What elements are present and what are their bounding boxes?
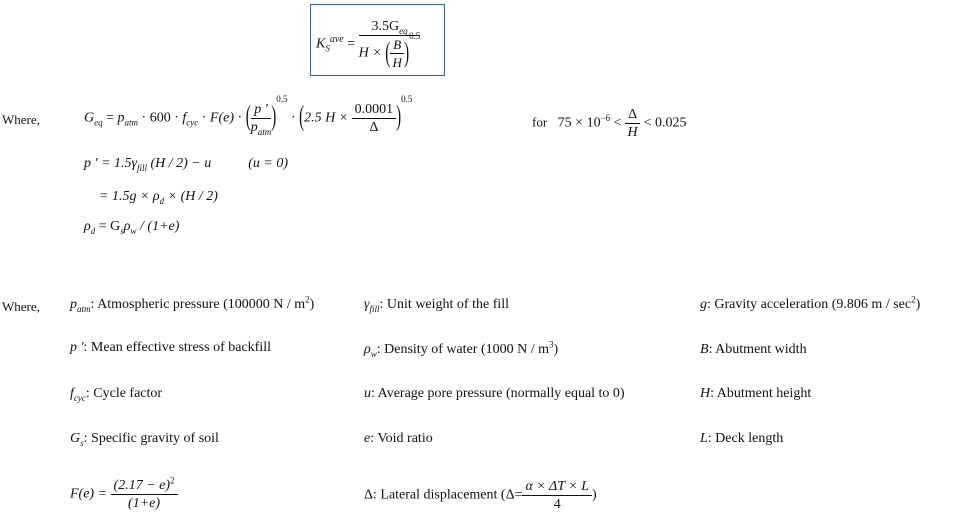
def-u: u: Average pore pressure (normally equal to 0) [364,386,625,401]
p-prime-equation-line2: = $1.5g \times \rho_d \times (H / 2)$ [99,189,218,206]
def-H: H: Abutment height [700,386,812,401]
def-g: g: Gravity acceleration (9.806 m / $\sec^2$) [700,294,921,312]
geq-equation: $G_{eq} = p_{atm} \cdot 600 \cdot f_{cyc} \cdot F(e)$ · ( $\frac{p '}{p_{atm}}$ )$^{0.5}$ · (2.5 H × $\frac{0.0001}{\Delta}$ )$^{0.5}$ [84,94,413,137]
def-B: B: Abutment width [700,342,807,357]
def-p-prime: p ': Mean effective stress of backfill [70,340,272,355]
where-label-definitions: Where, [2,299,40,314]
def-f-cyc: $f_{cyc}$: Cycle factor [70,386,163,403]
ks-fraction: $3.5G_{eq}$ H × ( $\frac{B}{H}$ )$^{0.5}$ [358,19,421,70]
F-of-e-formula: F(e) = $\frac{(2.17 - e)^2}{(1+e)}$ [70,477,178,512]
def-e: e: Void ratio [364,431,433,446]
def-L: L: Deck length [700,431,784,446]
p-prime-equation: p ' = $1.5\gamma_{fill}$ (H / 2) − u (u = 0) [84,156,289,173]
where-label: Where, [2,112,40,127]
def-patm: $p_{atm}$: Atmospheric pressure (100000 N / $m^2$) [70,294,315,314]
def-delta: Δ: Lateral displacement (Δ= $\frac{\alpha \times \Delta T \times L}{4}$ ) [364,479,597,512]
rho-d-equation: $\rho_d = G_s\rho_w / (1+e)$ [84,219,180,236]
def-rho-w: $\rho_w$: Density of water (1000 N / $m^3$) [364,339,559,359]
def-gamma-fill: $\gamma_{fill}$: Unit weight of the fill [364,297,510,314]
def-G-s: $G_s$: Specific gravity of soil [70,431,219,448]
range-condition: for $75 \times 10^{-6}$ < $\frac{\Delta}{H}$ < 0.025 [532,107,687,140]
ks-ave-formula: $K_S^{ave}$ = $3.5G_{eq}$ H × ( $\frac{B}{H}$ )$^{0.5}$ [316,19,421,70]
